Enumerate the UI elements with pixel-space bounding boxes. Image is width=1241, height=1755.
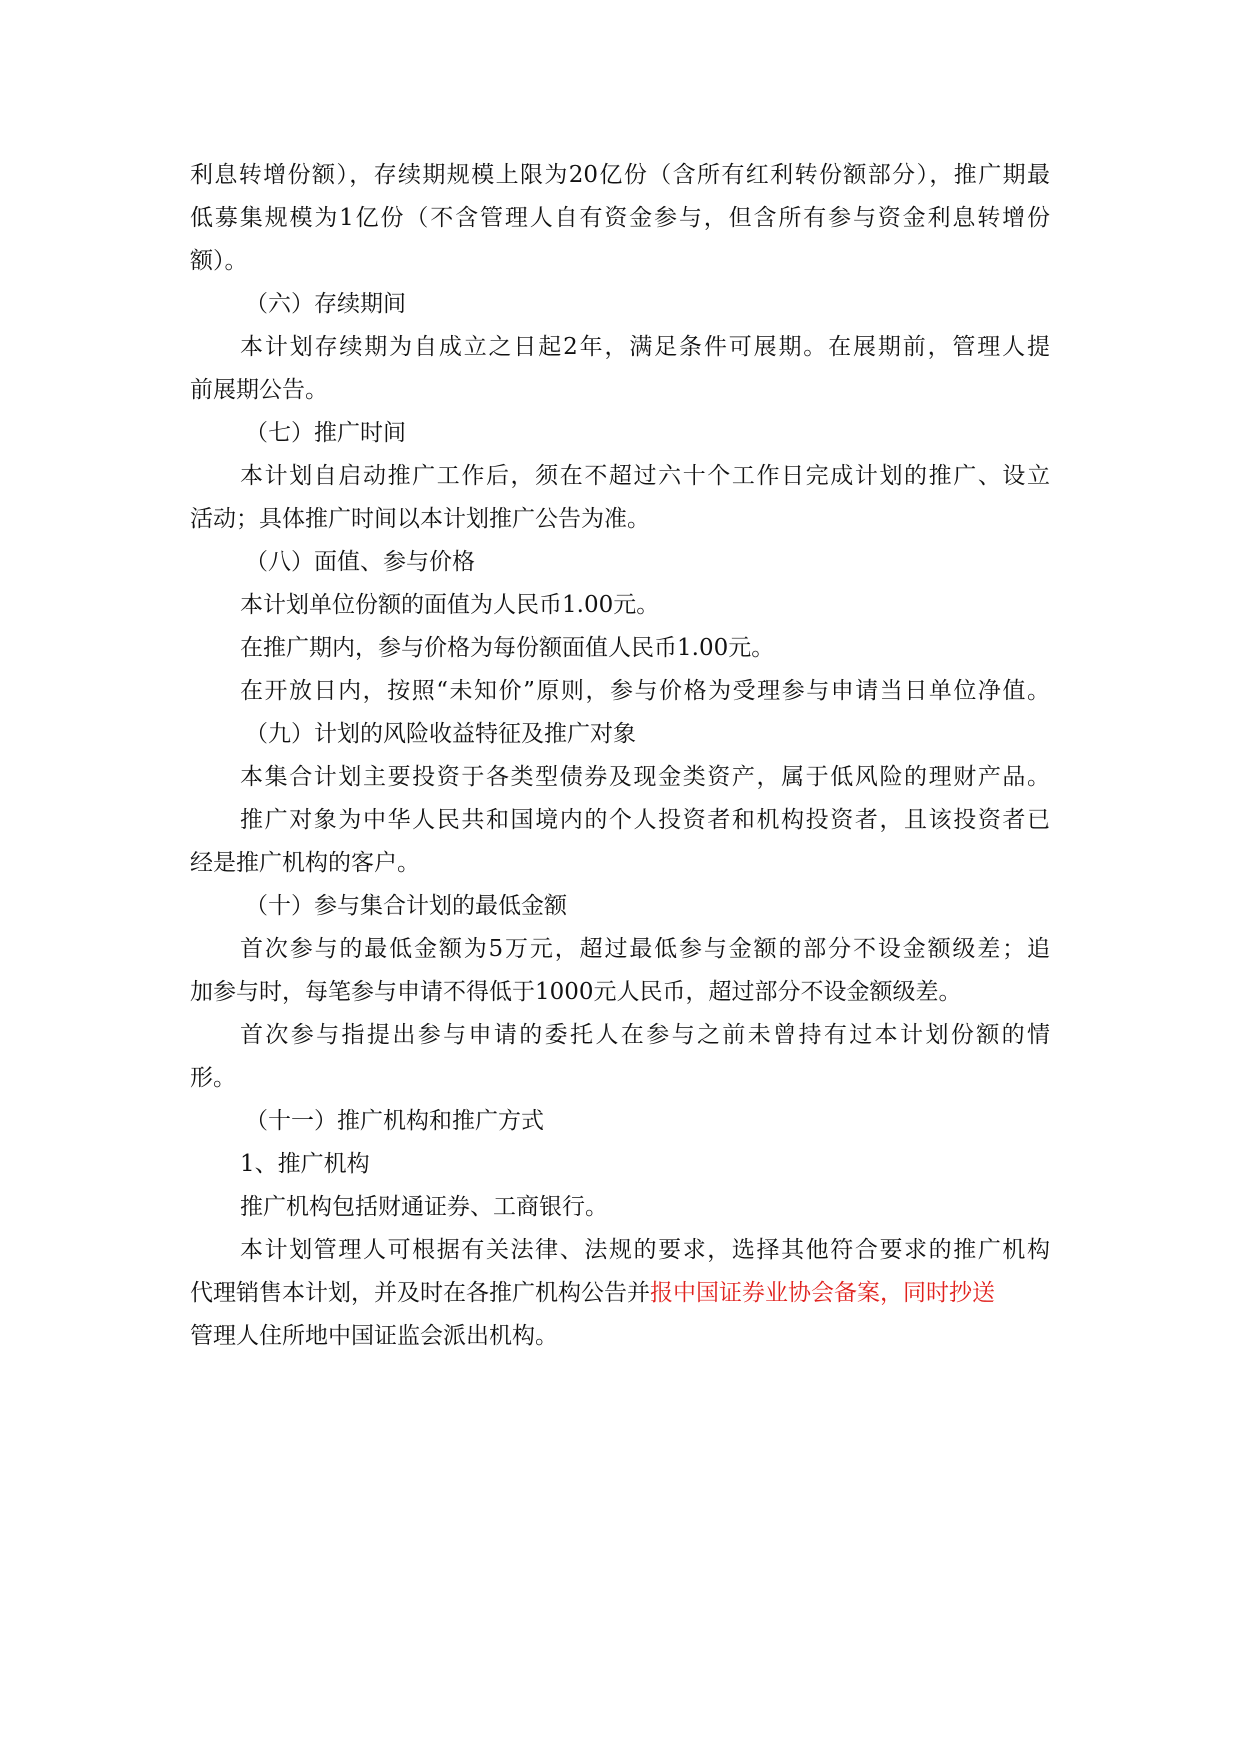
- section-heading-7: （七）推广时间: [245, 420, 406, 446]
- paragraph-line: 经是推广机构的客户。: [190, 850, 420, 876]
- paragraph-line: 管理人住所地中国证监会派出机构。: [190, 1323, 558, 1349]
- highlighted-text: 报中国证券业协会备案，同时抄送: [650, 1280, 995, 1306]
- paragraph-line: 利息转增份额），存续期规模上限为20亿份（含所有红利转份额部分），推广期最: [190, 162, 1050, 188]
- subsection-heading: 1、推广机构: [240, 1151, 370, 1177]
- paragraph-line: 首次参与指提出参与申请的委托人在参与之前未曾持有过本计划份额的情: [240, 1022, 1050, 1048]
- paragraph-line: 本计划存续期为自成立之日起2年，满足条件可展期。在展期前，管理人提: [240, 334, 1050, 360]
- paragraph-line: 在推广期内，参与价格为每份额面值人民币1.00元。: [240, 635, 775, 661]
- paragraph-line: [190, 1278, 995, 1308]
- paragraph-line: 形。: [190, 1065, 236, 1091]
- paragraph-line: 首次参与的最低金额为5万元，超过最低参与金额的部分不设金额级差；追: [240, 936, 1050, 962]
- paragraph-line: 推广对象为中华人民共和国境内的个人投资者和机构投资者，且该投资者已: [240, 807, 1050, 833]
- section-heading-8: （八）面值、参与价格: [245, 549, 475, 575]
- paragraph-line: 在开放日内，按照“未知价”原则，参与价格为受理参与申请当日单位净值。: [240, 678, 1050, 704]
- paragraph-line: 本计划单位份额的面值为人民币1.00元。: [240, 592, 660, 618]
- paragraph-line: 本计划自启动推广工作后，须在不超过六十个工作日完成计划的推广、设立: [240, 463, 1050, 489]
- paragraph-line: 前展期公告。: [190, 377, 328, 403]
- paragraph-line: 额）。: [190, 248, 248, 274]
- section-heading-9: （九）计划的风险收益特征及推广对象: [245, 721, 636, 747]
- paragraph-line: 本集合计划主要投资于各类型债券及现金类资产，属于低风险的理财产品。: [240, 764, 1050, 790]
- paragraph-line: 推广机构包括财通证券、工商银行。: [240, 1194, 608, 1220]
- paragraph-text: 代理销售本计划，并及时在各推广机构公告并: [190, 1280, 650, 1306]
- paragraph-line: 活动；具体推广时间以本计划推广公告为准。: [190, 506, 650, 532]
- paragraph-line: 低募集规模为1亿份（不含管理人自有资金参与，但含所有参与资金利息转增份: [190, 205, 1050, 231]
- section-heading-6: （六）存续期间: [245, 291, 406, 317]
- section-heading-11: （十一）推广机构和推广方式: [245, 1108, 544, 1134]
- paragraph-line: 加参与时，每笔参与申请不得低于1000元人民币，超过部分不设金额级差。: [190, 979, 962, 1005]
- paragraph-line: 本计划管理人可根据有关法律、法规的要求，选择其他符合要求的推广机构: [240, 1237, 1050, 1263]
- section-heading-10: （十）参与集合计划的最低金额: [245, 893, 567, 919]
